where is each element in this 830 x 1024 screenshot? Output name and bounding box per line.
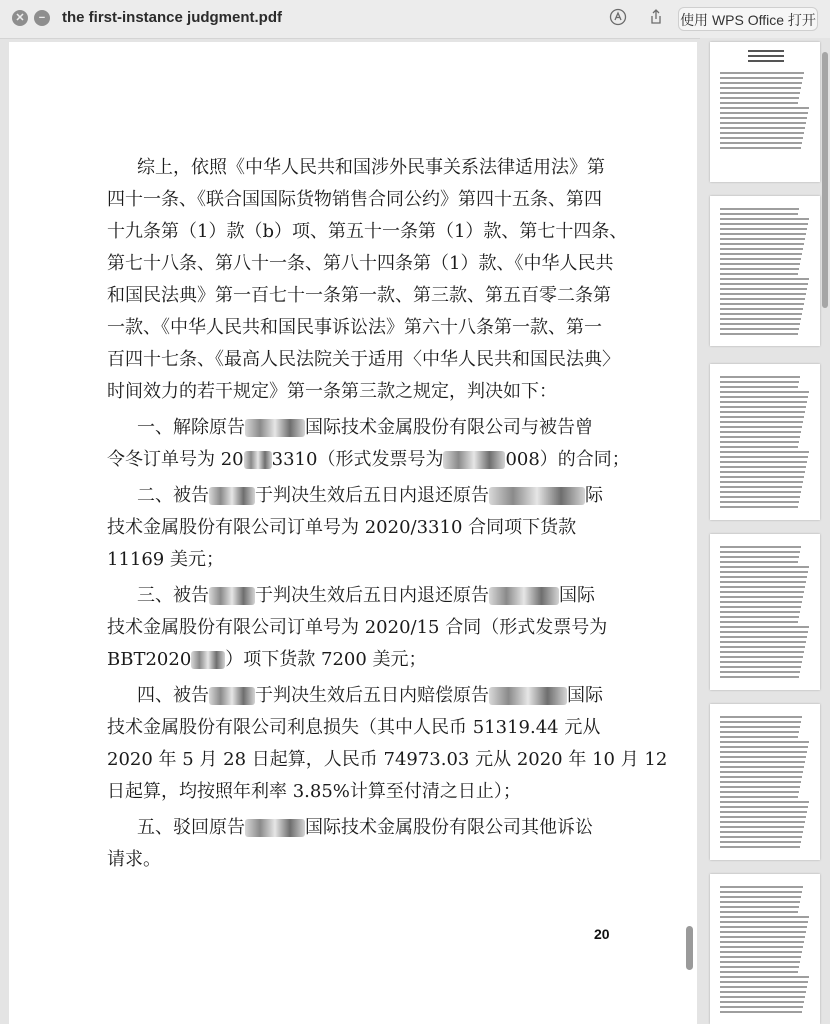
page-thumbnail-3[interactable] [710,364,820,520]
thumbnail-text-line [720,496,800,498]
judgment-item-4 [137,680,603,712]
redaction [245,419,305,437]
thumbnail-text-line [720,731,799,733]
thumbnail-text-line [720,621,798,623]
thumbnail-text-line [720,671,800,673]
item-text: 于判决生效后五日内退还原告 [255,485,489,506]
thumbnail-text-line [720,107,809,109]
thumbnail-text-line [720,906,799,908]
thumbnail-text-line [720,396,808,398]
thumbnail-text-line [720,77,803,79]
item-text: 国际 [559,585,595,606]
thumbnail-text-line [720,147,801,149]
thumbnail-text-line [720,142,802,144]
text-line: 第七十八条、第八十一条、第八十四条第（1）款、《中华人民共 [107,253,614,274]
thumbnail-text-line [720,376,800,378]
thumbnail-text-line [720,971,798,973]
thumbnail-text-line [720,233,806,235]
thumbnail-text-line [720,846,800,848]
thumbnail-heading-line [748,50,784,52]
thumbnail-text-line [720,911,798,913]
thumbnail-text-line [720,966,799,968]
thumbnail-text-line [720,571,808,573]
judgment-item-1 [137,412,593,444]
thumbnail-text-line [720,546,801,548]
thumbnail-text-line [720,716,802,718]
thumbnail-text-line [720,137,803,139]
thumbnail-text-line [720,318,801,320]
thumbnail-text-line [720,386,798,388]
item-text: 令冬订单号为 20 [107,449,244,470]
thumbnail-text-line [720,333,798,335]
thumbnail-text-line [720,626,809,628]
redaction [209,687,255,705]
page-thumbnail-5[interactable] [710,704,820,860]
item-text: 国际技术金属股份有限公司其他诉讼 [305,817,593,838]
thumbnail-text-line [720,102,798,104]
thumbnail-text-line [720,456,808,458]
thumbnail-text-line [720,986,807,988]
thumbnail-text-line [720,936,805,938]
redaction [489,687,567,705]
item-text: 国际 [567,685,603,706]
thumbnail-text-line [720,122,806,124]
thumbnail-text-line [720,756,806,758]
judgment-item-1-cont [107,444,630,476]
judgment-item-2 [137,480,603,512]
thumbnail-text-line [720,811,807,813]
thumbnail-text-line [720,112,808,114]
judgment-item-3-cont [107,644,427,676]
thumbnail-text-line [720,258,801,260]
thumbnail-text-line [720,72,804,74]
redaction [245,819,305,837]
thumbnail-text-line [720,991,806,993]
thumbnail-text-line [720,506,798,508]
thumbnail-text-line [720,228,807,230]
sidebar-scrollbar[interactable] [822,52,828,308]
item-text: 一、解除原告 [137,417,245,438]
item-text: 3310（形式发票号为 [271,449,444,470]
thumbnail-text-line [720,941,804,943]
thumbnail-text-line [720,791,799,793]
thumbnail-text-line [720,406,806,408]
thumbnail-text-line [720,466,806,468]
thumbnail-text-line [720,801,809,803]
judgment-item-3 [137,580,595,612]
item-text: BBT2020 [107,649,192,670]
thumbnail-text-line [720,381,799,383]
text-line: 四十一条、《联合国国际货物销售合同公约》第四十五条、第四 [107,189,602,210]
page-thumbnail-6[interactable] [710,874,820,1024]
thumbnail-text-line [720,441,799,443]
thumbnail-text-line [720,481,803,483]
thumbnail-text-line [720,746,808,748]
thumbnail-text-line [720,606,801,608]
thumbnail-text-line [720,816,806,818]
thumbnail-text-line [720,741,809,743]
thumbnail-text-line [720,238,805,240]
text-line: 技术金属股份有限公司订单号为 2020/3310 合同项下货款 [107,517,577,538]
thumbnail-text-line [720,501,799,503]
thumbnail-text-line [720,471,805,473]
item-text: 五、驳回原告 [137,817,245,838]
thumbnail-text-line [720,208,799,210]
thumbnail-text-line [720,278,809,280]
thumbnail-text-line [720,556,799,558]
share-icon[interactable] [646,8,666,28]
thumbnail-text-line [720,218,809,220]
item-text: 二、被告 [137,485,209,506]
item-text: 国际技术金属股份有限公司与被告曾 [305,417,593,438]
page-thumbnail-4[interactable] [710,534,820,690]
thumbnail-text-line [720,213,798,215]
thumbnail-text-line [720,736,798,738]
thumbnail-text-line [720,263,800,265]
thumbnail-text-line [720,601,802,603]
thumbnail-text-line [720,451,809,453]
item-text: 三、被告 [137,585,209,606]
thumbnail-text-line [720,273,798,275]
title-bar [0,0,830,39]
judgment-item-5 [137,812,593,844]
thumbnail-text-line [720,87,801,89]
thumbnail-text-line [720,328,799,330]
thumbnail-text-line [720,436,800,438]
thumbnail-text-line [720,293,806,295]
item-text: 四、被告 [137,685,209,706]
thumbnail-text-line [720,596,803,598]
thumbnail-text-line [720,826,804,828]
thumbnail-text-line [720,416,804,418]
thumbnail-text-line [720,248,803,250]
thumbnail-text-line [720,476,804,478]
thumbnail-text-line [720,886,803,888]
text-line: 时间效力的若干规定》第一条第三款之规定，判决如下： [107,381,557,402]
thumbnail-text-line [720,796,798,798]
thumbnail-text-line [720,896,801,898]
thumbnail-text-line [720,831,803,833]
thumbnail-text-line [720,646,805,648]
page-thumbnail-1[interactable] [710,42,820,182]
thumbnail-text-line [720,751,807,753]
thumbnail-text-line [720,127,805,129]
thumbnail-text-line [720,298,805,300]
text-line: 日起算，均按照年利率 3.85%计算至付清之日止）； [107,781,521,802]
thumbnail-text-line [720,616,799,618]
text-line: 11169 美元； [107,549,224,570]
redaction [489,587,559,605]
item-text: 于判决生效后五日内赔偿原告 [255,685,489,706]
thumbnail-text-line [720,92,800,94]
thumbnail-text-line [720,576,807,578]
redaction [209,587,255,605]
thumbnail-text-line [720,313,802,315]
page-thumbnail-2[interactable] [710,196,820,346]
thumbnail-text-line [720,401,807,403]
thumbnail-text-line [720,641,806,643]
thumbnail-text-line [720,1001,804,1003]
thumbnail-text-line [720,776,802,778]
thumbnail-text-line [720,931,806,933]
page-scrollbar[interactable] [686,926,693,970]
thumbnail-text-line [720,581,806,583]
minimize-icon[interactable]: − [34,10,50,26]
text-line: 一款、《中华人民共和国民事诉讼法》第六十八条第一款、第一 [107,317,602,338]
thumbnail-text-line [720,946,803,948]
thumbnail-text-line [720,288,807,290]
thumbnail-text-line [720,926,807,928]
thumbnail-text-line [720,761,805,763]
text-line: 综上，依照《中华人民共和国涉外民事关系法律适用法》第 [137,157,605,178]
thumbnail-text-line [720,976,809,978]
thumbnail-text-line [720,421,803,423]
thumbnail-text-line [720,821,805,823]
thumbnail-text-line [720,726,800,728]
redaction [191,651,225,669]
thumbnail-text-line [720,916,809,918]
thumbnail-text-line [720,117,807,119]
thumbnail-text-line [720,243,804,245]
thumbnail-text-line [720,771,803,773]
thumbnail-text-line [720,303,804,305]
redaction [244,451,272,469]
thumbnail-text-line [720,1006,803,1008]
thumbnail-text-line [720,891,802,893]
thumbnail-text-line [720,636,807,638]
thumbnail-text-line [720,961,800,963]
window-title: the first-instance judgment.pdf [62,9,283,26]
thumbnail-text-line [720,786,800,788]
thumbnail-text-line [720,426,802,428]
thumbnail-text-line [720,253,802,255]
text-line: 十九条第（1）款（b）项、第五十一条第（1）款、第七十四条、 [107,221,628,242]
redaction [209,487,255,505]
thumbnail-text-line [720,676,799,678]
thumbnail-text-line [720,411,805,413]
thumbnail-text-line [720,223,808,225]
thumbnail-text-line [720,97,799,99]
thumbnail-text-line [720,836,802,838]
thumbnail-text-line [720,901,800,903]
thumbnail-text-line [720,661,802,663]
redaction [489,487,585,505]
thumbnail-text-line [720,766,804,768]
thumbnail-text-line [720,721,801,723]
open-with-wps-button[interactable]: 使用 WPS Office 打开 [678,7,818,31]
page-number: 20 [594,926,610,942]
text-line: 和国民法典》第一百七十一条第一款、第三款、第五百零二条第 [107,285,611,306]
thumbnail-text-line [720,268,799,270]
thumbnail-text-line [720,921,808,923]
thumbnail-text-line [720,806,808,808]
thumbnail-text-line [720,951,802,953]
thumbnail-text-line [720,996,805,998]
thumbnail-text-line [720,323,800,325]
item-text: 于判决生效后五日内退还原告 [255,585,489,606]
thumbnail-text-line [720,461,807,463]
item-text: 008）的合同； [505,449,630,470]
thumbnail-text-line [720,586,805,588]
thumbnail-text-line [720,666,801,668]
close-icon[interactable]: ✕ [12,10,28,26]
thumbnail-text-line [720,651,804,653]
thumbnail-text-line [720,391,809,393]
item-text: 际 [585,485,603,506]
thumbnail-text-line [720,1011,802,1013]
thumbnail-text-line [720,566,809,568]
thumbnail-text-line [720,781,801,783]
thumbnail-text-line [720,82,802,84]
thumbnail-text-line [720,431,801,433]
thumbnail-text-line [720,446,798,448]
thumbnail-heading-line [748,60,784,62]
thumbnail-text-line [720,611,800,613]
thumbnail-heading-line [748,55,784,57]
thumbnail-text-line [720,491,801,493]
text-line: 2020 年 5 月 28 日起算，人民币 74973.03 元从 2020 年 10 月 12 [107,749,668,770]
thumbnail-text-line [720,308,803,310]
thumbnail-text-line [720,956,801,958]
text-line: 技术金属股份有限公司利息损失（其中人民币 51319.44 元从 [107,717,601,738]
item-text: ）项下货款 7200 美元； [225,649,427,670]
text-line: 百四十七条、《最高人民法院关于适用〈中华人民共和国民法典〉 [107,349,620,370]
thumbnail-text-line [720,551,800,553]
thumbnail-text-line [720,283,808,285]
document-page [9,42,697,1024]
redaction [443,451,505,469]
thumbnail-text-line [720,486,802,488]
thumbnail-text-line [720,841,801,843]
thumbnail-text-line [720,981,808,983]
thumbnail-text-line [720,656,803,658]
text-line: 请求。 [107,849,161,870]
thumbnail-text-line [720,631,808,633]
thumbnail-text-line [720,561,798,563]
thumbnail-text-line [720,132,804,134]
markup-icon[interactable] [608,8,628,28]
text-line: 技术金属股份有限公司订单号为 2020/15 合同（形式发票号为 [107,617,608,638]
thumbnail-text-line [720,591,804,593]
